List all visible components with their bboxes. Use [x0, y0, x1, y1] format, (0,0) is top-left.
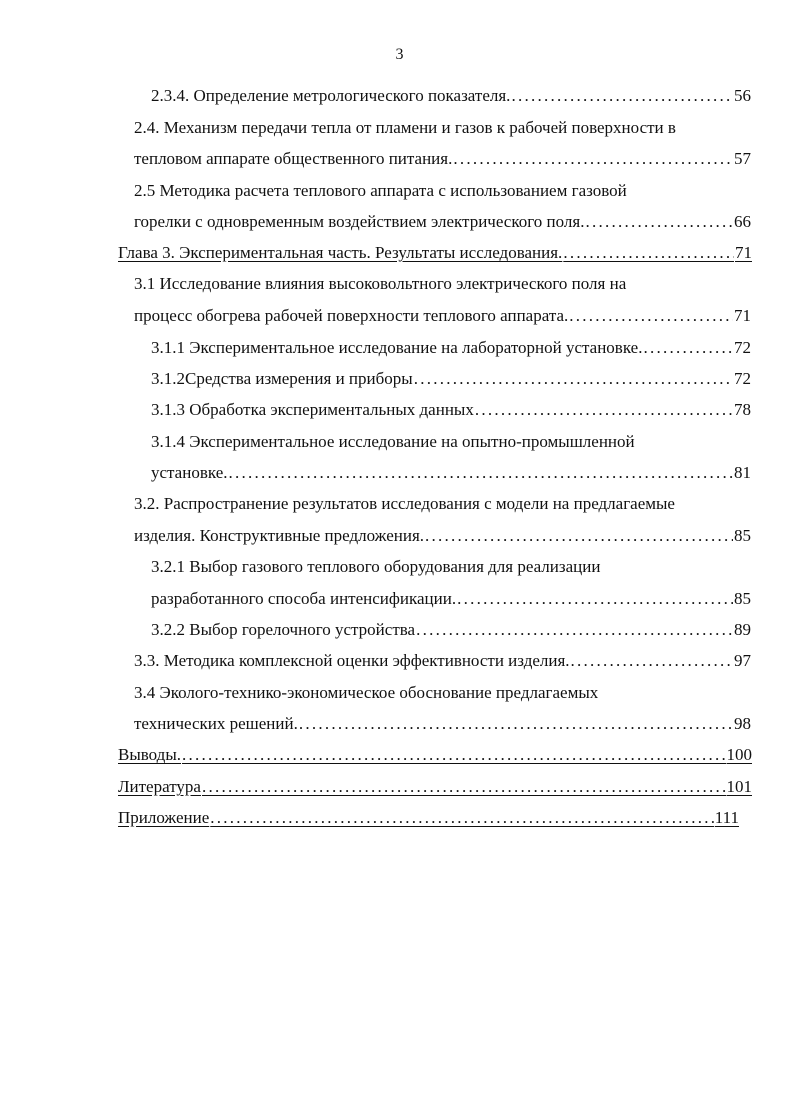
dot-leader	[571, 650, 733, 672]
dot-leader	[425, 525, 733, 547]
dot-leader	[457, 588, 733, 610]
toc-entry-3-4	[134, 713, 751, 735]
toc-entry-page: 89	[734, 620, 751, 639]
page-number: 3	[395, 46, 404, 63]
toc-entry-3-2	[134, 525, 751, 547]
toc-entry-page: 81	[734, 463, 751, 482]
toc-entry-3-1	[134, 305, 751, 327]
toc-entry-title: Приложение	[118, 808, 210, 827]
toc-entry-page: 85	[734, 526, 751, 545]
toc-entry-page: 78	[734, 400, 751, 419]
toc-entry-3-1-4	[151, 462, 751, 484]
dot-leader	[585, 211, 733, 233]
toc-entry-page: 98	[734, 714, 751, 733]
dot-leader	[182, 744, 725, 766]
toc-entry-title: 3.2.2 Выбор горелочного устройства	[151, 620, 416, 639]
toc-entry-page: 100	[726, 745, 752, 764]
toc-entry-title: 3.3. Методика комплексной оценки эффективности изделия.	[134, 651, 570, 670]
toc-entry-2-4-line1: 2.4. Механизм передачи тепла от пламени и газов к рабочей поверхности в	[134, 118, 676, 137]
dot-leader	[210, 807, 714, 829]
toc-entry-3-1-2	[151, 368, 751, 390]
toc-entry-chapter-3	[118, 242, 752, 264]
toc-entry-page: 101	[726, 777, 752, 796]
toc-entry-title: 3.1.1 Экспериментальное исследование на лабораторной установке.	[151, 338, 643, 357]
toc-entry-page: 72	[734, 338, 751, 357]
dot-leader	[416, 619, 733, 641]
toc-entry-2-5	[134, 211, 751, 233]
toc-entry-literature	[118, 776, 752, 798]
dot-leader	[202, 776, 726, 798]
dot-leader	[228, 462, 733, 484]
toc-entry-title: Литература	[118, 777, 201, 796]
toc-entry-3-1-line1: 3.1 Исследование влияния высоковольтного электрического поля на	[134, 274, 627, 293]
toc-entry-page: 56	[734, 86, 751, 105]
toc-entry-title: Выводы.	[118, 745, 182, 764]
dot-leader	[299, 713, 733, 735]
toc-entry-page: 72	[734, 369, 751, 388]
toc-entry-2-4	[134, 148, 751, 170]
dot-leader	[643, 337, 733, 359]
toc-entry-2-5-line1: 2.5 Методика расчета теплового аппарата с использованием газовой	[134, 181, 627, 200]
toc-entry-title: горелки с одновременным воздействием электрического поля.	[134, 212, 585, 231]
toc-entry-page: 57	[734, 149, 751, 168]
toc-entry-title: изделия. Конструктивные предложения.	[134, 526, 425, 545]
toc-entry-page: 97	[734, 651, 751, 670]
dot-leader	[453, 148, 733, 170]
toc-entry-3-3	[134, 650, 751, 672]
toc-entry-page: 71	[734, 306, 751, 325]
toc-entry-page: 66	[734, 212, 751, 231]
toc-entry-3-2-2	[151, 619, 751, 641]
toc-entry-3-1-4-line1: 3.1.4 Экспериментальное исследование на опытно-промышленной	[151, 432, 635, 451]
toc-entry-2-3-4	[151, 85, 751, 107]
dot-leader	[563, 242, 734, 264]
toc-entry-title: установке.	[151, 463, 228, 482]
toc-entry-title: 3.1.3 Обработка экспериментальных данных	[151, 400, 474, 419]
toc-entry-title: технических решений.	[134, 714, 298, 733]
toc-entry-title: 3.1.2Средства измерения и приборы	[151, 369, 413, 388]
toc-entry-title: 2.3.4. Определение метрологического показателя.	[151, 86, 511, 105]
toc-entry-3-2-1	[151, 588, 751, 610]
toc-entry-title: Глава 3. Экспериментальная часть. Результаты исследования.	[118, 243, 563, 262]
toc-entry-conclusions	[118, 744, 752, 766]
toc-entry-appendix	[118, 807, 739, 829]
toc-entry-title: тепловом аппарате общественного питания.	[134, 149, 453, 168]
dot-leader	[569, 305, 733, 327]
toc-entry-3-2-line1: 3.2. Распространение результатов исследования с модели на предлагаемые	[134, 494, 675, 513]
toc-entry-3-1-1	[151, 337, 751, 359]
toc-entry-3-2-1-line1: 3.2.1 Выбор газового теплового оборудования для реализации	[151, 557, 601, 576]
dot-leader	[414, 368, 733, 390]
dot-leader	[511, 85, 733, 107]
toc-entry-title: процесс обогрева рабочей поверхности теплового аппарата.	[134, 306, 569, 325]
toc-entry-title: разработанного способа интенсификации.	[151, 589, 457, 608]
toc-entry-3-4-line1: 3.4 Эколого-технико-экономическое обоснование предлагаемых	[134, 683, 599, 702]
dot-leader	[475, 399, 733, 421]
toc-entry-page: 71	[735, 243, 752, 262]
toc-entry-3-1-3	[151, 399, 751, 421]
toc-entry-page: 111	[714, 808, 739, 827]
toc-entry-page: 85	[734, 589, 751, 608]
